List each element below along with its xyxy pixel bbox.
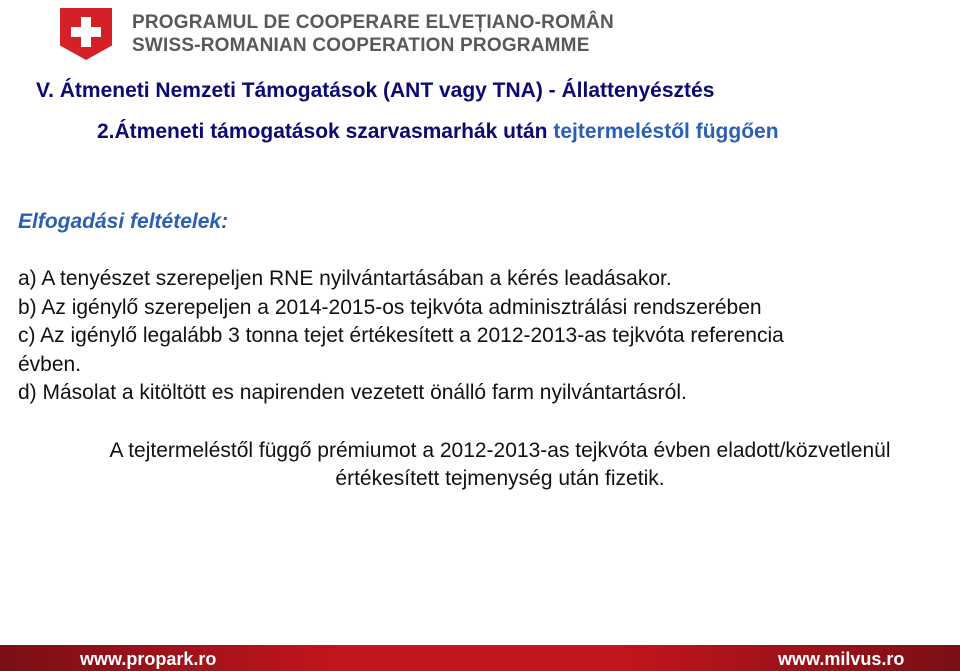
criterion-b: b) Az igénylő szerepeljen a 2014-2015-os tejkvóta adminisztrálási rendszerében xyxy=(18,295,762,319)
eligibility-list xyxy=(18,265,918,408)
footer-link-milvus[interactable]: www.milvus.ro xyxy=(778,649,905,669)
program-logo xyxy=(60,8,614,60)
program-name xyxy=(132,11,614,57)
statement-line-2: értékesített tejmenység után fizetik. xyxy=(335,467,665,490)
criterion-c: c) Az igénylő legalább 3 tonna tejet értékesített a 2012-2013-as tejkvóta referencia xyxy=(18,324,784,347)
criterion-c-continued: évben. xyxy=(18,352,82,376)
program-name-en: SWISS-ROMANIAN COOPERATION PROGRAMME xyxy=(132,35,590,56)
payment-statement xyxy=(0,437,960,493)
program-name-ro: PROGRAMUL DE COOPERARE ELVEȚIANO-ROMÂN xyxy=(132,12,614,33)
slide-title: V. Átmeneti Nemzeti Támogatások (ANT vagy TNA) - Állattenyésztés xyxy=(36,79,715,102)
criterion-a: a) A tenyészet szerepeljen RNE nyilvántartásában a kérés leadásakor. xyxy=(18,267,672,290)
subtitle-highlight: tejtermeléstől függően xyxy=(553,120,779,143)
slide-subtitle xyxy=(97,120,779,144)
footer-link-propark[interactable]: www.propark.ro xyxy=(80,649,217,669)
footer-bar xyxy=(0,645,960,671)
eligibility-heading: Elfogadási feltételek: xyxy=(18,210,229,233)
statement-line-1: A tejtermeléstől függő prémiumot a 2012-2013-as tejkvóta évben eladott/közvetlenül xyxy=(109,439,891,462)
criterion-d: d) Másolat a kitöltött es napirenden vezetett önálló farm nyilvántartásról. xyxy=(18,381,687,404)
subtitle-prefix: 2.Átmeneti támogatások szarvasmarhák után xyxy=(97,120,554,143)
swiss-flag-icon xyxy=(60,8,112,60)
